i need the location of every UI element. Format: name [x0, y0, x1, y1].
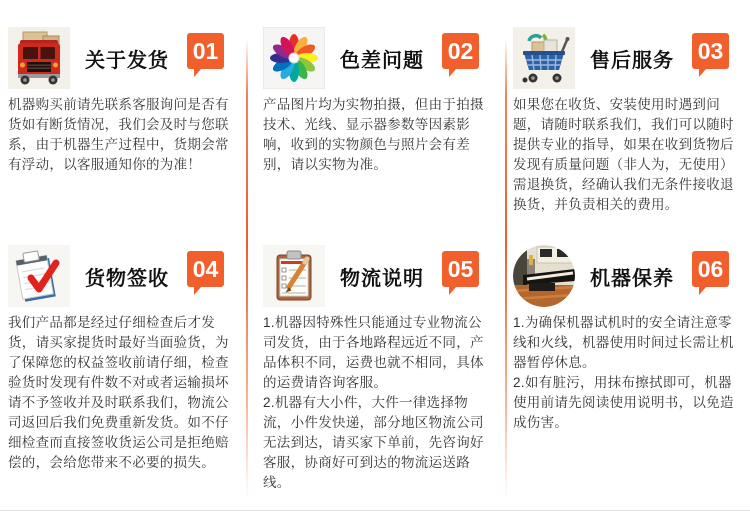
- block-shipping: [0, 27, 247, 245]
- block-maintenance: [506, 245, 750, 493]
- block-goods-receipt-header: [8, 245, 231, 307]
- block-number-badge: 01: [187, 33, 224, 69]
- block-paragraph: 1.机器因特殊性只能通过专业物流公司发货，由于各地路程远近不同，产品体积不同，运费也就不相同，具体的运费请咨询客服。: [263, 315, 484, 390]
- block-number-badge: 06: [692, 251, 729, 287]
- machine-photo: [513, 245, 575, 307]
- block-body: [8, 313, 231, 473]
- block-logistics-header: [263, 245, 494, 307]
- block-after-sales-header: [513, 27, 745, 89]
- block-body: [513, 313, 745, 433]
- block-number-badge: 03: [692, 33, 729, 69]
- color-flower-icon: [263, 27, 325, 89]
- block-color-difference: [247, 27, 506, 245]
- block-maintenance-header: [513, 245, 745, 307]
- block-body: [8, 95, 231, 175]
- block-title: 货物签收: [85, 267, 169, 290]
- block-shipping-header: [8, 27, 231, 89]
- clipboard-check-icon: [8, 245, 70, 307]
- block-paragraph: 如果您在收货、安装使用时遇到问题，请随时联系我们，我们可以随时提供专业的指导，如果在收到货物后发现有质量问题（非人为，无使用）需退换货，经确认我们无条件接收退换货，并负责相关的费用。: [513, 97, 734, 212]
- block-paragraph: 2.机器有大小件，大件一律选择物流，小件发快递，部分地区物流公司无法到达，请买家下单前，先咨询好客服，协商好可到达的物流运送路线。: [263, 395, 484, 490]
- block-after-sales: [506, 27, 750, 245]
- block-title: 色差问题: [340, 49, 424, 72]
- shopping-cart-icon: [513, 27, 575, 89]
- block-body: [513, 95, 745, 215]
- block-title: 机器保养: [590, 267, 674, 290]
- block-body: [263, 95, 494, 175]
- block-number-badge: 05: [442, 251, 479, 287]
- truck-icon: [8, 27, 70, 89]
- block-title: 物流说明: [340, 267, 424, 290]
- block-title: 售后服务: [590, 49, 674, 72]
- block-goods-receipt: [0, 245, 247, 493]
- block-paragraph: 产品图片均为实物拍摄，但由于拍摄技术、光线、显示器参数等因素影响，收到的实物颜色与照片会有差别，请以实物为准。: [263, 97, 484, 172]
- block-paragraph: 2.如有脏污，用抹布擦拭即可，机器使用前请先阅读使用说明书，以免造成伤害。: [513, 375, 734, 430]
- block-paragraph: 机器购买前请先联系客服询问是否有货如有断货情况，我们会及时与您联系，由于机器生产过程中，货期会常有浮动，以客服通知你的为准！: [8, 97, 229, 172]
- block-paragraph: 1.为确保机器试机时的安全请注意零线和火线，机器使用时间过长需让机器暂停休息。: [513, 315, 734, 370]
- block-title: 关于发货: [85, 49, 169, 72]
- block-number-badge: 02: [442, 33, 479, 69]
- block-paragraph: 我们产品都是经过仔细检查后才发货，请买家提货时最好当面验货，为了保障您的权益签收前请仔细，检查验货时发现有件数不对或者运输损坏请不予签收并及时联系我们，物流公司返回后我们免费重新发货。如不仔细检查而直接签收货运公司是拒绝赔偿的，会给您带来不必要的损失。: [8, 315, 229, 470]
- clipboard-pencil-icon: [263, 245, 325, 307]
- block-body: [263, 313, 494, 493]
- bottom-divider: [0, 510, 750, 511]
- block-color-difference-header: [263, 27, 494, 89]
- block-logistics: [247, 245, 506, 493]
- block-number-badge: 04: [187, 251, 224, 287]
